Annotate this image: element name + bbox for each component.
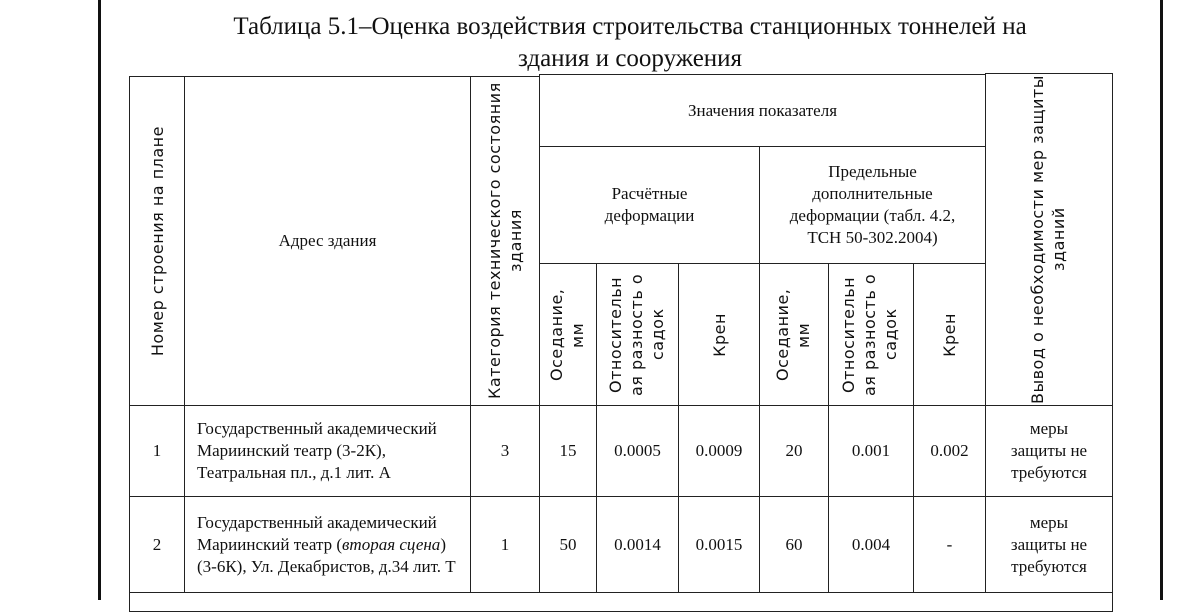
cell-address [184,496,471,593]
header-number-label: Номер строения на плане [147,125,167,357]
cell-limit-settlement: 20 [759,405,829,497]
cell-limit-relative: 0.004 [828,496,914,593]
table-title-line-1: Таблица 5.1–Оценка воздействия строительства станционных тоннелей на [233,13,1027,40]
address-part: ) (3-6К), Ул. Декабристов, д.34 лит. Т [197,534,456,576]
header-calculated-label: Расчётные деформации [604,184,695,225]
header-category [470,76,540,406]
cell-conclusion [985,405,1113,497]
cell-address-text: Государственный академический Мариинский театр (3-2К), Театральная пл., д.1 лит. А [197,419,437,482]
header-limit-relative [828,263,914,406]
header-limit [759,146,986,264]
cell-limit-tilt: - [913,496,986,593]
table-row-partial [129,592,1113,612]
page-border-right [1160,0,1163,600]
header-calc-settlement-label: Оседание, мм [547,288,587,381]
address-italic-part: вторая сцена [342,534,441,554]
cell-address [184,405,471,497]
header-calculated [539,146,760,264]
header-limit-tilt [913,263,986,406]
cell-category: 1 [470,496,540,593]
header-limit-settlement [759,263,829,406]
cell-conclusion [985,496,1113,593]
header-calc-tilt-label: Крен [709,312,729,357]
address-part: Государственный академический Мариинский театр ( [197,512,437,554]
header-address: Адрес здания [184,76,471,406]
cell-conclusion-text: меры защиты не требуются [1010,419,1088,482]
cell-conclusion-text: меры защиты не требуются [1010,512,1088,576]
cell-number: 1 [129,405,185,497]
header-limit-label: Предельные дополнительные деформации (табл. 4.2, ТСН 50-302.2004) [789,162,956,247]
cell-address-text [197,512,457,578]
header-category-label: Категория технического состояния здания [485,82,525,400]
page-border-left [98,0,101,600]
header-conclusion-label: Вывод о необходимости мер защиты зданий [1028,75,1068,404]
cell-category: 3 [470,405,540,497]
header-limit-settlement-label: Оседание, мм [773,288,813,381]
cell-calc-relative: 0.0014 [596,496,679,593]
cell-calc-settlement: 50 [539,496,597,593]
table-title-line-2: здания и сооружения [517,45,743,72]
cell-calc-relative: 0.0005 [596,405,679,497]
cell-number: 2 [129,496,185,593]
cell-limit-relative: 0.001 [828,405,914,497]
header-calc-tilt [678,263,760,406]
cell-limit-settlement: 60 [759,496,829,593]
header-limit-tilt-label: Крен [940,312,959,357]
cell-calc-tilt: 0.0015 [678,496,760,593]
header-calc-relative-label: Относительная разность осадок [605,273,667,396]
cell-calc-settlement: 15 [539,405,597,497]
header-number [129,76,185,406]
header-conclusion [985,73,1113,406]
cell-calc-tilt: 0.0009 [678,405,760,497]
header-limit-relative-label: Относительная разность осадок [839,273,900,396]
header-values: Значения показателя [539,74,986,147]
header-calc-settlement [539,263,597,406]
cell-limit-tilt: 0.002 [913,405,986,497]
header-calc-relative [596,263,679,406]
